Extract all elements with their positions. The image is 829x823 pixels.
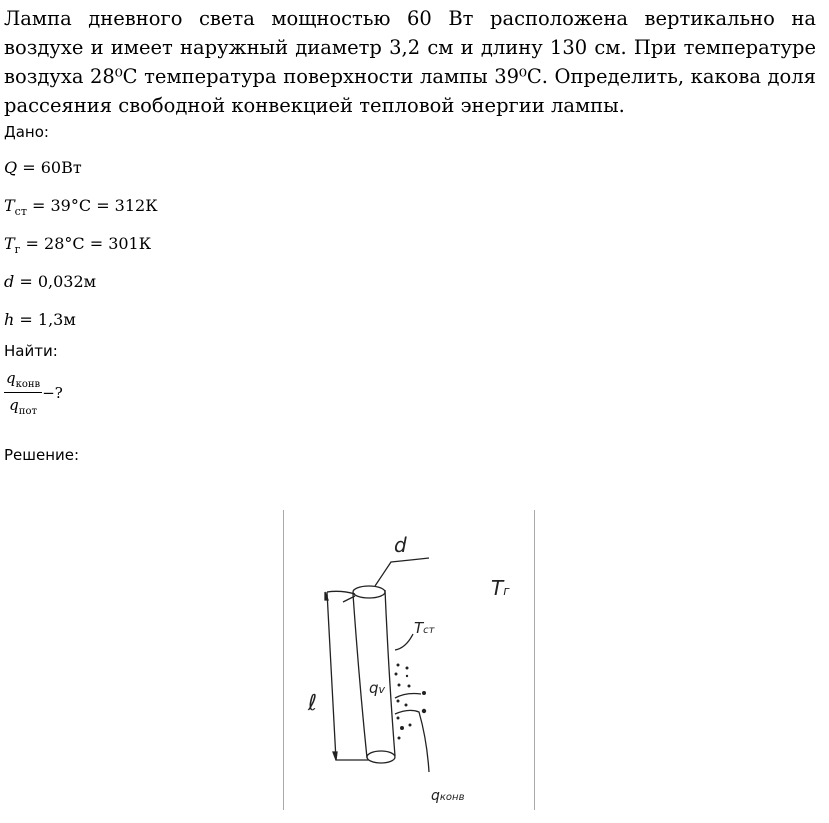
given-power: Q = 60Вт xyxy=(4,158,82,177)
solution-label: Решение: xyxy=(4,446,80,464)
given-diameter: d = 0,032м xyxy=(4,272,97,291)
given-wall-temp: $T_{ст} = 39^\circ C = 312К$ xyxy=(4,196,158,219)
length-label: ℓ xyxy=(308,691,318,716)
air-temp-label: Tг xyxy=(491,576,510,600)
find-ratio: $\frac{q_{конв}}{q_{пот}}$ −? xyxy=(6,369,63,417)
given-label: Дано: xyxy=(4,123,49,141)
volume-heat-label: qv xyxy=(369,679,386,697)
find-label: Найти: xyxy=(4,342,58,360)
lamp-sketch xyxy=(283,510,535,810)
diameter-label: d xyxy=(394,533,407,557)
given-air-temp: $T_г = 28^\circ C = 301К$ xyxy=(4,234,152,257)
given-height: h = 1,3м xyxy=(4,310,76,329)
wall-temp-label: Tст xyxy=(414,619,435,637)
convection-heat-label: qконв xyxy=(431,788,465,804)
problem-statement: Лампа дневного света мощностью 60 Вт расположена вертикально на воздухе и имеет наружный диаметр 3,2 см и длину 130 см. При температуре воздуха 28⁰С температура поверхности лампы 39⁰С. Определить, какова доля рассеяния свободной конвекцией тепловой энергии лампы. xyxy=(4,7,816,117)
